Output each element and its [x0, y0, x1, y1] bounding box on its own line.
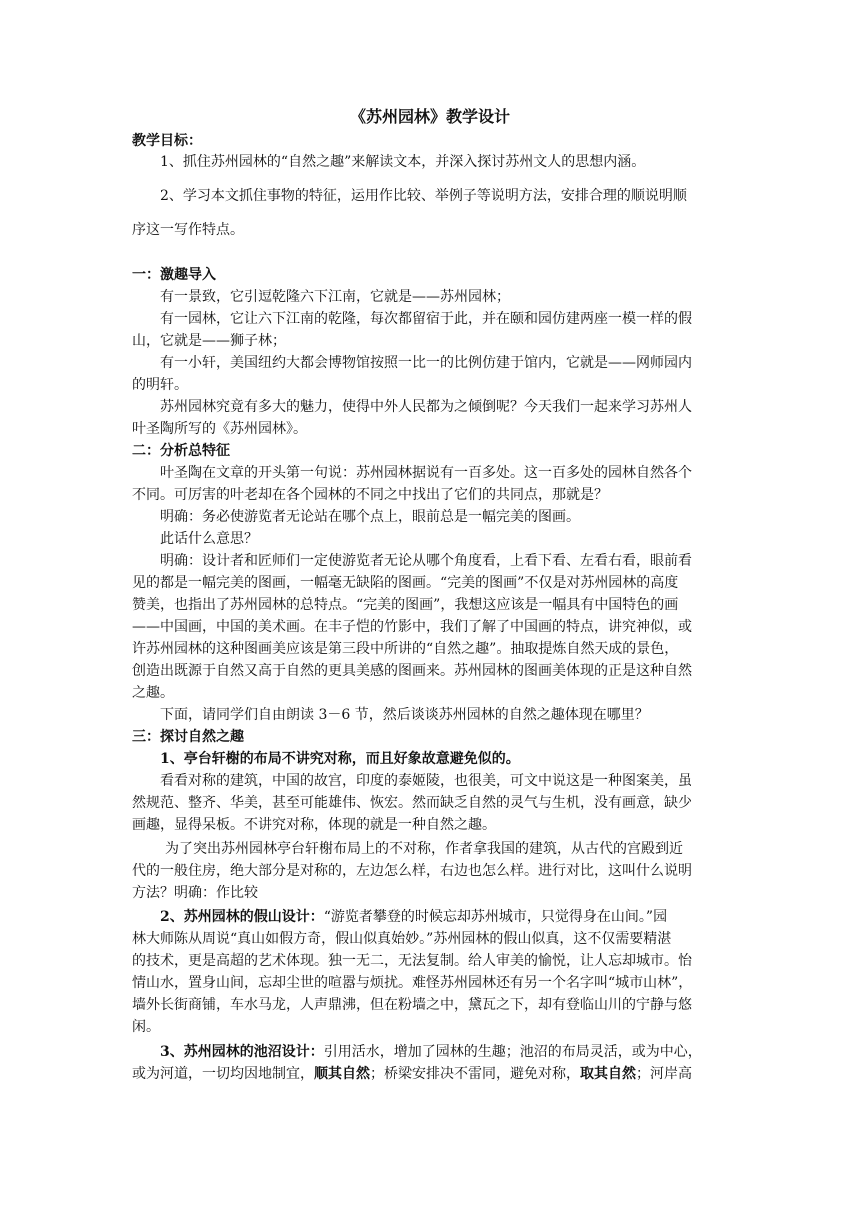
s3-paragraph: 方法？明确：作比较 — [132, 885, 258, 901]
s1-paragraph: 山，它就是——狮子林； — [132, 333, 286, 349]
objective-2-line2: 序这一写作特点。 — [132, 222, 244, 238]
s2-paragraph: 之趣。 — [132, 685, 174, 701]
s3-subheading-2-line — [160, 908, 667, 926]
s3-subheading-3: 3、苏州园林的池沼设计： — [160, 1044, 324, 1060]
s1-paragraph: 有一园林，它让六下江南的乾隆，每次都留宿于此，并在颐和园仿建两座一模一样的假 — [160, 311, 692, 327]
section1-heading: 一：激趣导入 — [132, 267, 216, 283]
s3-text: 或为河道，一切均因地制宜， — [132, 1066, 314, 1082]
s3-text: ；河岸高 — [636, 1066, 692, 1082]
s2-paragraph: 明确：务必使游览者无论站在哪个点上，眼前总是一幅完美的图画。 — [160, 509, 580, 525]
s3-subheading-3-line — [160, 1043, 702, 1061]
s3-paragraph: 的技术，更是高超的艺术体现。独一无二，无法复制。给人审美的愉悦，让人忘却城市。怡 — [132, 953, 692, 969]
s3-paragraph-mixed — [132, 1065, 692, 1083]
s2-paragraph: 此话什么意思？ — [160, 531, 258, 547]
s3-paragraph: 代的一般住房，绝大部分是对称的，左边怎么样，右边也怎么样。进行对比，这叫什么说明 — [132, 863, 692, 879]
s2-paragraph: 明确：设计者和匠师们一定使游览者无论从哪个角度看，上看下看、左看右看，眼前看 — [160, 553, 692, 569]
s2-paragraph: 叶圣陶在文章的开头第一句说：苏州园林据说有一百多处。这一百多处的园林自然各个 — [160, 465, 692, 481]
s2-paragraph: 创造出既源于自然又高于自然的更具美感的图画来。苏州园林的图画美体现的正是这种自然 — [132, 663, 692, 679]
s3-emphasis: 顺其自然 — [314, 1066, 370, 1082]
objectives-heading: 教学目标： — [132, 133, 202, 149]
s3-text: 引用活水，增加了园林的生趣；池沼的布局灵活，或为中心， — [323, 1044, 702, 1060]
s1-paragraph: 有一景致，它引逗乾隆六下江南，它就是——苏州园林； — [160, 289, 510, 305]
s3-paragraph: 画趣，显得呆板。不讲究对称，体现的就是一种自然之趣。 — [132, 817, 496, 833]
s3-emphasis: 取其自然 — [580, 1066, 636, 1082]
objective-2-line1: 2、学习本文抓住事物的特征，运用作比较、举例子等说明方法，安排合理的顺说明顺 — [160, 188, 687, 204]
s3-text: ；桥梁安排决不雷同，避免对称， — [370, 1066, 580, 1082]
s1-paragraph: 叶圣陶所写的《苏州园林》。 — [132, 421, 307, 437]
s3-paragraph: 为了突出苏州园林亭台轩榭布局上的不对称，作者拿我国的建筑，从古代的宫殿到近 — [165, 841, 683, 857]
s2-paragraph: ——中国画，中国的美术画。在丰子恺的竹影中，我们了解了中国画的特点，讲究神似，或 — [132, 619, 692, 635]
doc-title: 《苏州园林》教学设计 — [349, 107, 510, 126]
s3-paragraph: 情山水，置身山间，忘却尘世的喧嚣与烦扰。难怪苏州园林还有另一个名字叫“城市山林”， — [132, 975, 693, 991]
s3-paragraph: 墙外长街商铺，车水马龙，人声鼎沸，但在粉墙之中，黛瓦之下，却有登临山川的宁静与悠 — [132, 997, 692, 1013]
s3-paragraph: 看看对称的建筑，中国的故宫，印度的泰姬陵，也很美，可文中说这是一种图案美，虽 — [160, 773, 692, 789]
s3-subheading-2: 2、苏州园林的假山设计： — [160, 909, 324, 925]
s2-paragraph: 赞美，也指出了苏州园林的总特点。“完美的图画”，我想这应该是一幅具有中国特色的画 — [132, 597, 679, 613]
s3-quote: “游览者攀登的时候忘却苏州城市，只觉得身在山间。”园 — [323, 909, 668, 925]
s1-paragraph: 苏州园林究竟有多大的魅力，使得中外人民都为之倾倒呢？今天我们一起来学习苏州人 — [160, 399, 692, 415]
section3-heading: 三：探讨自然之趣 — [132, 729, 244, 745]
s2-paragraph: 见的都是一幅完美的图画，一幅毫无缺陷的图画。“完美的图画”不仅是对苏州园林的高度 — [132, 575, 679, 591]
s3-paragraph: 闲。 — [132, 1019, 160, 1035]
s3-subheading-1: 1、亭台轩榭的布局不讲究对称，而且好象故意避免似的。 — [160, 751, 520, 767]
s2-paragraph: 下面，请同学们自由朗读 3－6 节，然后谈谈苏州园林的自然之趣体现在哪里？ — [160, 707, 649, 723]
section2-heading: 二：分析总特征 — [132, 443, 230, 459]
s3-paragraph: 然规范、整齐、华美，甚至可能雄伟、恢宏。然而缺乏自然的灵气与生机，没有画意，缺少 — [132, 795, 692, 811]
s2-paragraph: 不同。可厉害的叶老却在各个园林的不同之中找出了它们的共同点，那就是？ — [132, 487, 608, 503]
s1-paragraph: 有一小轩，美国纽约大都会博物馆按照一比一的比例仿建于馆内，它就是——网师园内 — [160, 355, 692, 371]
s3-paragraph: 林大师陈从周说“真山如假方奇，假山似真始妙。”苏州园林的假山似真，这不仅需要精湛 — [132, 931, 672, 947]
s2-paragraph: 许苏州园林的这种图画美应该是第三段中所讲的“自然之趣”。抽取提炼自然天成的景色， — [132, 641, 679, 657]
s1-paragraph: 的明轩。 — [132, 377, 188, 393]
objective-1: 1、抓住苏州园林的“自然之趣”来解读文本，并深入探讨苏州文人的思想内涵。 — [160, 154, 646, 170]
